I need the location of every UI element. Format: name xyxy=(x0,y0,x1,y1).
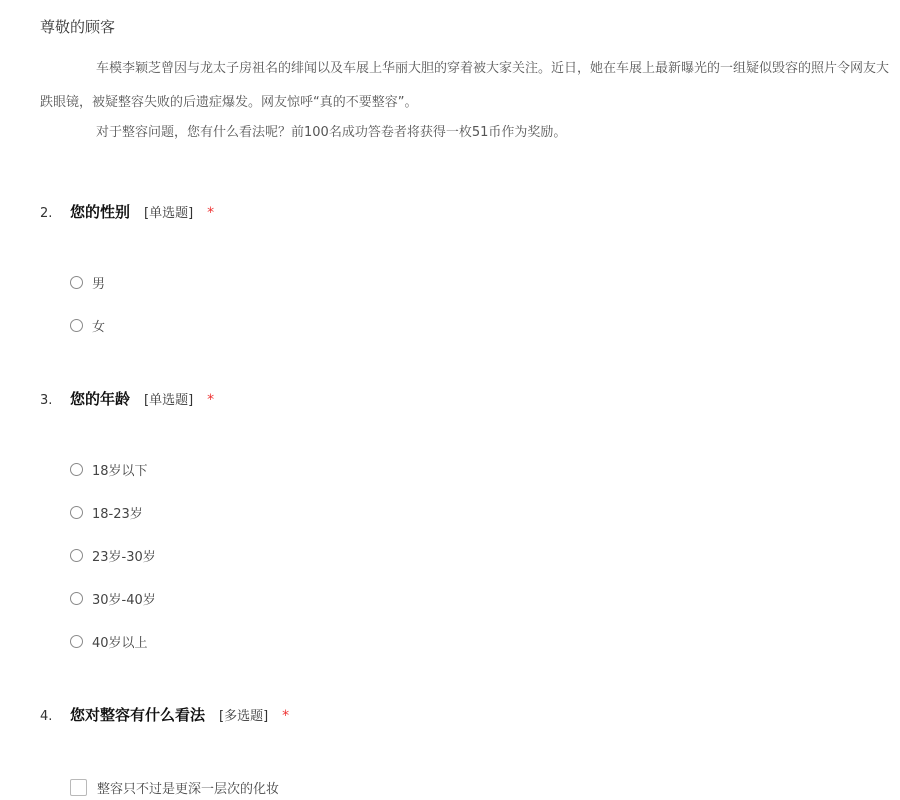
option-age-over-40[interactable] xyxy=(70,630,148,652)
intro-paragraph-2: 对于整容问题，您有什么看法呢？前100名成功答卷者将获得一枚51币作为奖励。 xyxy=(96,125,567,140)
required-marker: * xyxy=(207,392,215,408)
option-label: 23岁-30岁 xyxy=(92,549,156,565)
question-title: 您的性别 xyxy=(70,203,131,221)
question-age xyxy=(40,388,880,651)
radio-button[interactable] xyxy=(70,549,83,562)
option-age-18-23[interactable] xyxy=(70,501,143,523)
question-type: [多选题] xyxy=(219,709,269,724)
option-age-under-18[interactable] xyxy=(70,458,148,480)
question-title-row xyxy=(40,388,880,412)
option-label: 40岁以上 xyxy=(92,635,148,651)
option-label: 男 xyxy=(92,276,106,292)
intro-text xyxy=(40,52,900,150)
option-age-23-30[interactable] xyxy=(70,544,156,566)
option-age-30-40[interactable] xyxy=(70,587,156,609)
question-type: [单选题] xyxy=(144,393,194,408)
checkbox[interactable] xyxy=(70,779,87,796)
greeting-heading: 尊敬的顾客 xyxy=(40,18,116,36)
option-makeup-deeper[interactable] xyxy=(70,776,279,798)
radio-button[interactable] xyxy=(70,319,83,332)
question-title-row xyxy=(40,704,880,728)
required-marker: * xyxy=(282,708,290,724)
option-female[interactable] xyxy=(70,314,105,336)
intro-paragraph-1: 车模李颖芝曾因与龙太子房祖名的绯闻以及车展上华丽大胆的穿着被大家关注。近日，她在车展上最新曝光的一组疑似毁容的照片令网友大跌眼镜，被疑整容失败的后遗症爆发。网友惊呼“真的不要整容”。 xyxy=(40,61,890,110)
question-gender xyxy=(40,201,880,335)
radio-button[interactable] xyxy=(70,592,83,605)
question-number: 3. xyxy=(40,393,53,408)
option-label: 18岁以下 xyxy=(92,463,148,479)
question-title: 您对整容有什么看法 xyxy=(70,706,206,724)
question-number: 2. xyxy=(40,206,53,221)
option-label: 18-23岁 xyxy=(92,506,143,522)
option-label: 30岁-40岁 xyxy=(92,592,156,608)
question-opinion xyxy=(40,704,880,797)
question-title: 您的年龄 xyxy=(70,390,131,408)
radio-button[interactable] xyxy=(70,635,83,648)
radio-button[interactable] xyxy=(70,463,83,476)
option-male[interactable] xyxy=(70,271,105,293)
required-marker: * xyxy=(207,205,215,221)
question-title-row xyxy=(40,201,880,225)
question-number: 4. xyxy=(40,709,53,724)
option-label: 整容只不过是更深一层次的化妆 xyxy=(97,781,280,797)
radio-button[interactable] xyxy=(70,276,83,289)
option-label: 女 xyxy=(92,319,106,335)
question-type: [单选题] xyxy=(144,206,194,221)
radio-button[interactable] xyxy=(70,506,83,519)
